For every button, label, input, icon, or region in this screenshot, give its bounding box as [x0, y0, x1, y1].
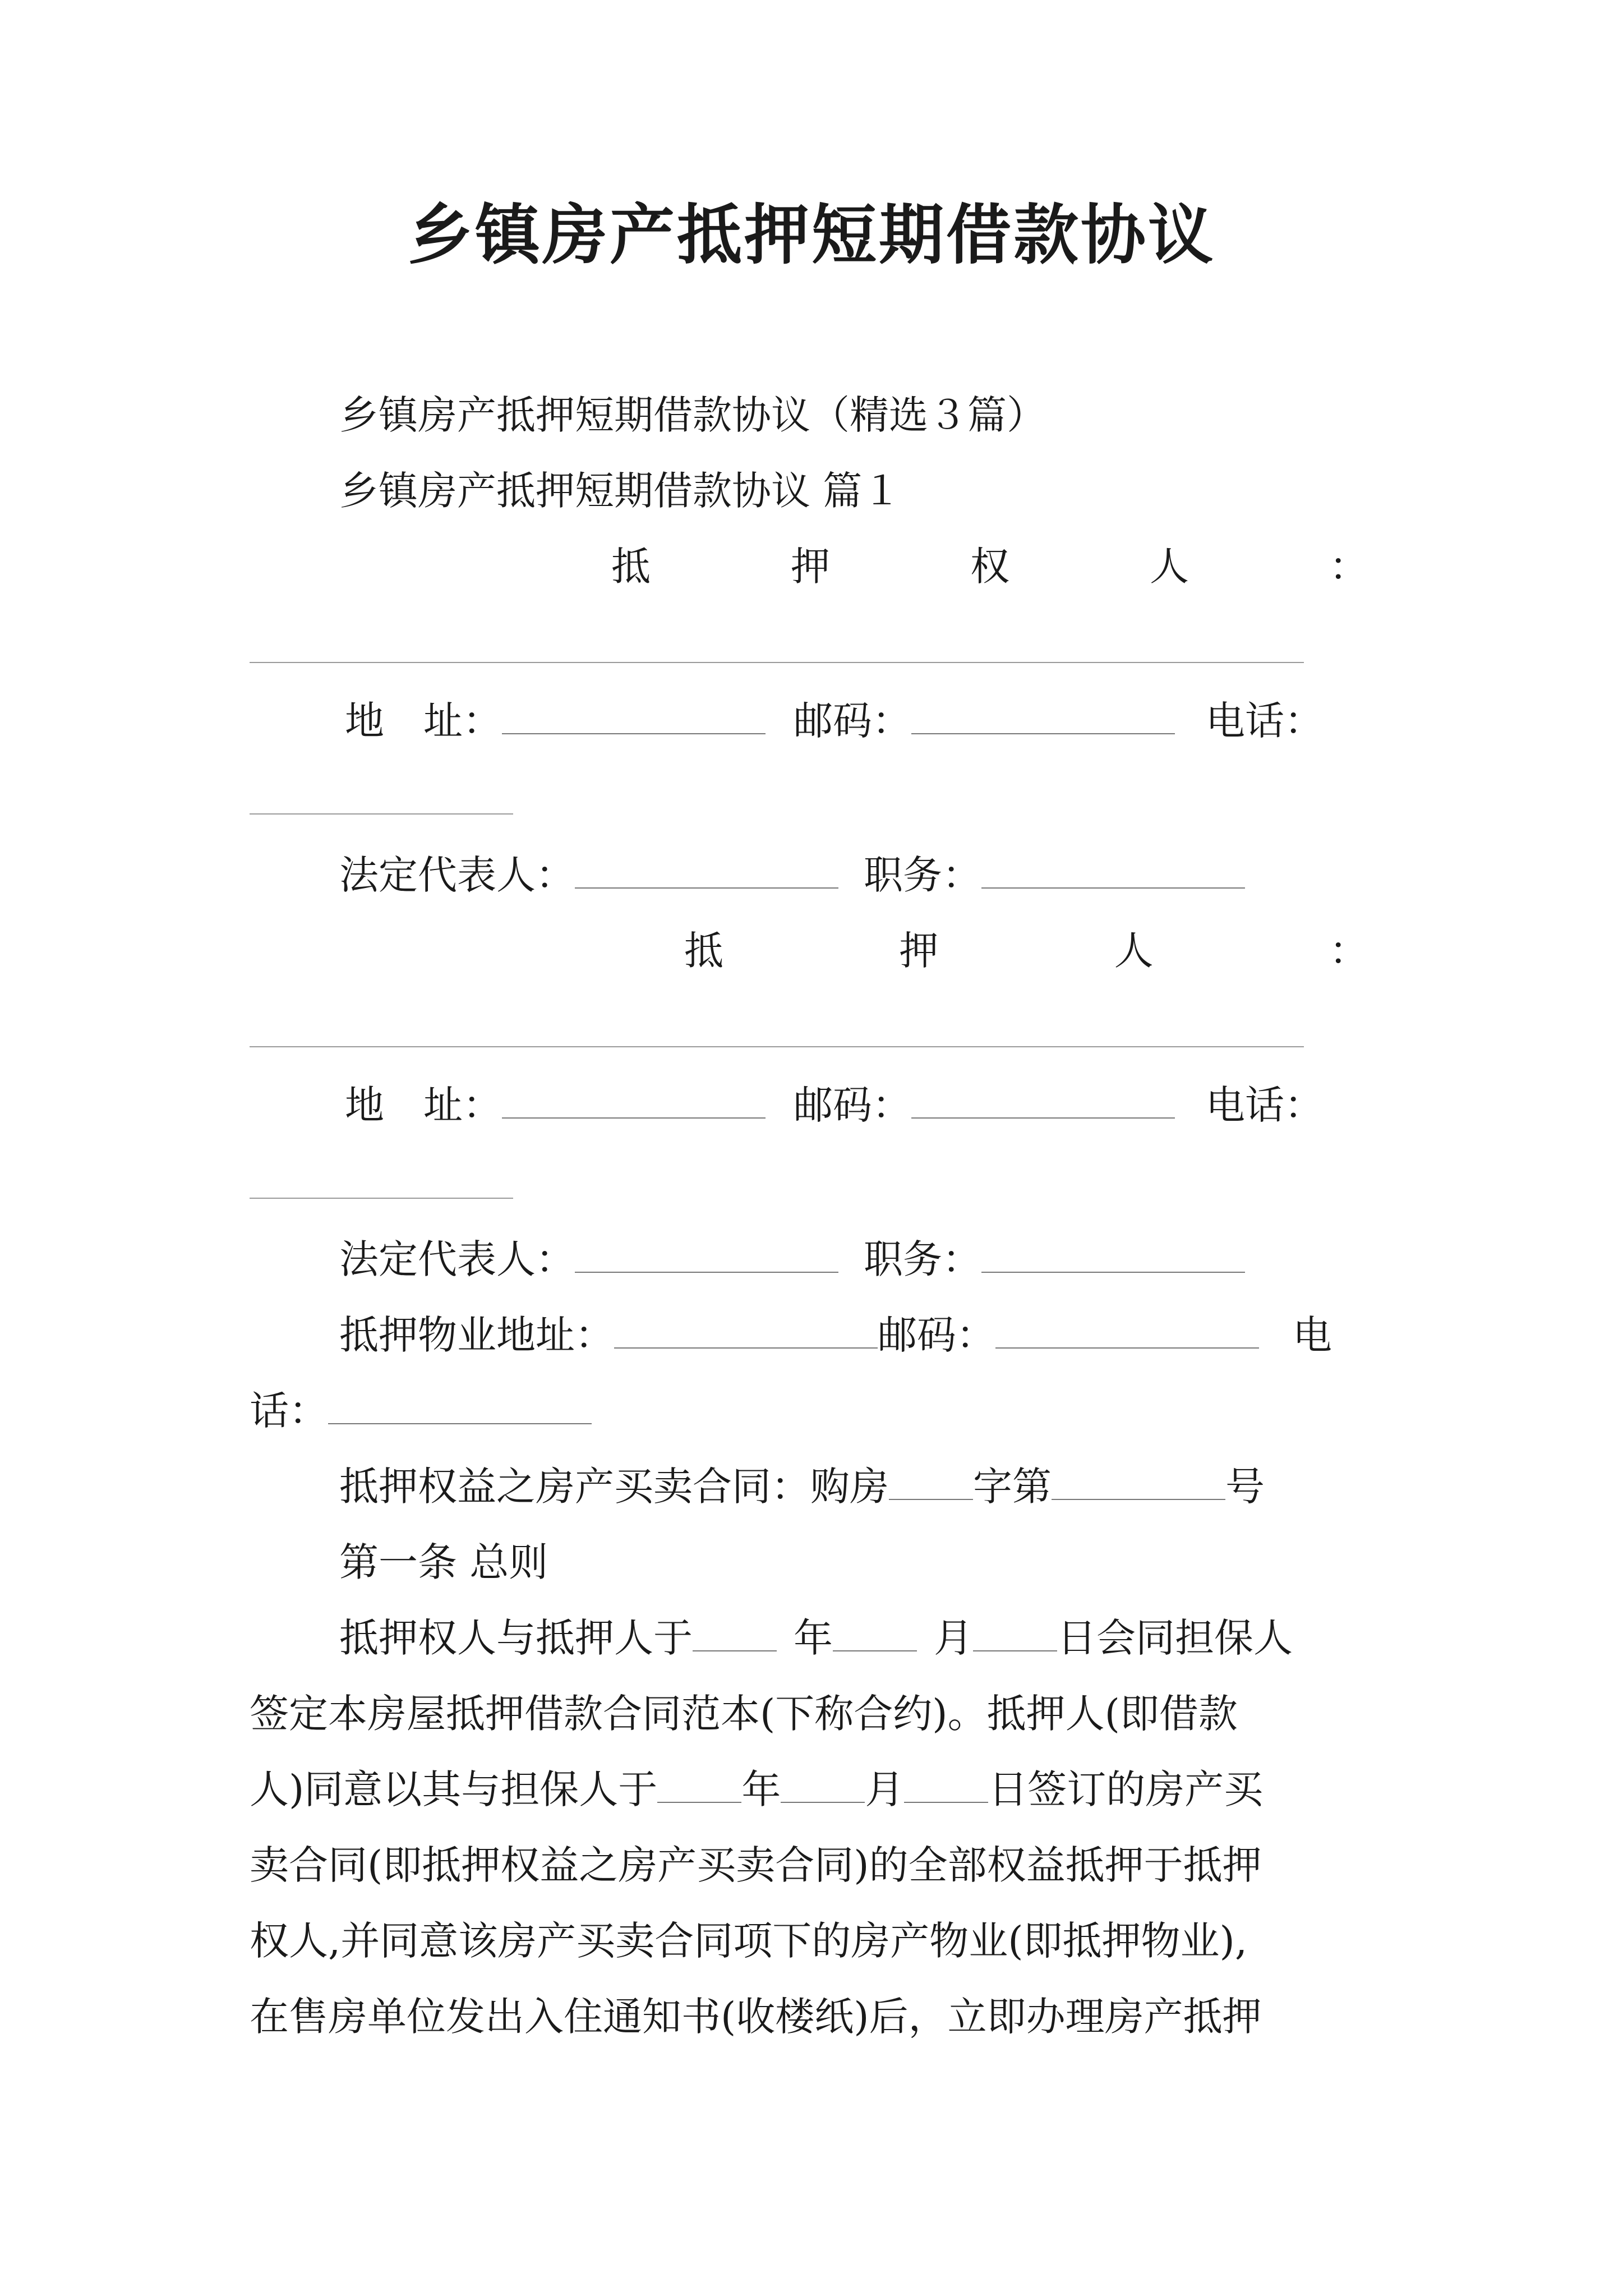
heading-char: ： [1329, 928, 1368, 974]
address-label: 地 址： [345, 698, 502, 744]
property-row [339, 1307, 1394, 1363]
phone-blank [250, 813, 513, 815]
contract-line [339, 1458, 1489, 1515]
heading-char: 人 [1150, 544, 1189, 590]
property-phone-blank [328, 1386, 592, 1425]
heading-char: 押 [899, 928, 939, 974]
text-segment: 月 [934, 1615, 973, 1661]
property-postcode-label: 邮码： [878, 1312, 995, 1358]
address-blank [502, 1080, 766, 1119]
article-1-line-6: 在售房单位发出入住通知书(收楼纸)后，立即办理房产抵押 [250, 1994, 1262, 2040]
property-phone-label-part1: 电 [1293, 1312, 1332, 1358]
day-blank [973, 1613, 1057, 1652]
postcode-blank [911, 1080, 1175, 1119]
position-blank [981, 850, 1245, 889]
property-postcode-blank [995, 1310, 1259, 1349]
position-blank [981, 1235, 1245, 1273]
text-segment: 人)同意以其与担保人于 [250, 1766, 658, 1812]
text-segment: 日会同担保人 [1057, 1615, 1293, 1661]
text-segment: 月 [865, 1766, 905, 1812]
contact-row [345, 693, 1495, 749]
intro-line-1: 乡镇房产抵押短期借款协议（精选３篇） [339, 392, 1046, 438]
article-1-line-1 [339, 1610, 1489, 1666]
contract-blank-1 [889, 1462, 973, 1501]
contract-label: 抵押权益之房产买卖合同：购房 [339, 1464, 889, 1510]
blank-underline [250, 662, 1304, 663]
heading-char: 抵 [611, 544, 651, 590]
article-1-line-2: 签定本房屋抵押借款合同范本(下称合约)。抵押人(即借款 [250, 1691, 1238, 1737]
rep-blank [575, 850, 838, 889]
postcode-label: 邮码： [794, 698, 911, 744]
contact-row [345, 1077, 1495, 1133]
year-blank [657, 1765, 741, 1803]
article-1-line-5: 权人,并同意该房产买卖合同项下的房产物业(即抵押物业), [250, 1918, 1248, 1964]
intro-line-2: 乡镇房产抵押短期借款协议 篇１ [339, 468, 902, 514]
month-blank [833, 1613, 917, 1652]
text-segment: 年 [741, 1766, 781, 1812]
rep-label: 法定代表人： [339, 1236, 575, 1282]
postcode-blank [911, 696, 1175, 735]
year-blank [693, 1613, 777, 1652]
contract-blank-2 [1052, 1462, 1225, 1501]
article-1-line-3 [250, 1761, 1399, 1818]
heading-char: 抵 [684, 928, 723, 974]
property-phone-row [250, 1383, 1399, 1439]
phone-label: 电话： [1206, 698, 1324, 744]
phone-blank [250, 1198, 513, 1199]
phone-label: 电话： [1206, 1082, 1324, 1128]
blank-underline [250, 1046, 1304, 1047]
rep-blank [575, 1235, 838, 1273]
heading-char: 人 [1114, 928, 1154, 974]
text-segment: 年 [794, 1615, 833, 1661]
contract-end: 号 [1225, 1464, 1265, 1510]
article-1-heading: 第一条 总则 [339, 1539, 548, 1585]
text-segment: 抵押权人与抵押人于 [339, 1615, 693, 1661]
text-segment: 日签订的房产买 [988, 1766, 1264, 1812]
property-phone-label-part2: 话： [250, 1388, 328, 1434]
heading-char: ： [1329, 544, 1368, 590]
postcode-label: 邮码： [794, 1082, 911, 1128]
day-blank [904, 1765, 988, 1803]
property-address-blank [614, 1310, 878, 1349]
address-label: 地 址： [345, 1082, 502, 1128]
property-address-label: 抵押物业地址： [339, 1312, 614, 1358]
article-1-line-4: 卖合同(即抵押权益之房产买卖合同)的全部权益抵押于抵押 [250, 1842, 1262, 1888]
rep-label: 法定代表人： [339, 852, 575, 898]
contract-mid: 字第 [973, 1464, 1052, 1510]
mortgagor-heading [684, 923, 1368, 979]
month-blank [781, 1765, 865, 1803]
document-title: 乡镇房产抵押短期借款协议 [408, 197, 1215, 273]
heading-char: 权 [970, 544, 1009, 590]
rep-row [339, 1231, 1489, 1287]
heading-char: 押 [791, 544, 830, 590]
position-label: 职务： [864, 852, 981, 898]
mortgagee-heading [611, 539, 1368, 595]
rep-row [339, 847, 1489, 903]
address-blank [502, 696, 766, 735]
position-label: 职务： [864, 1236, 981, 1282]
